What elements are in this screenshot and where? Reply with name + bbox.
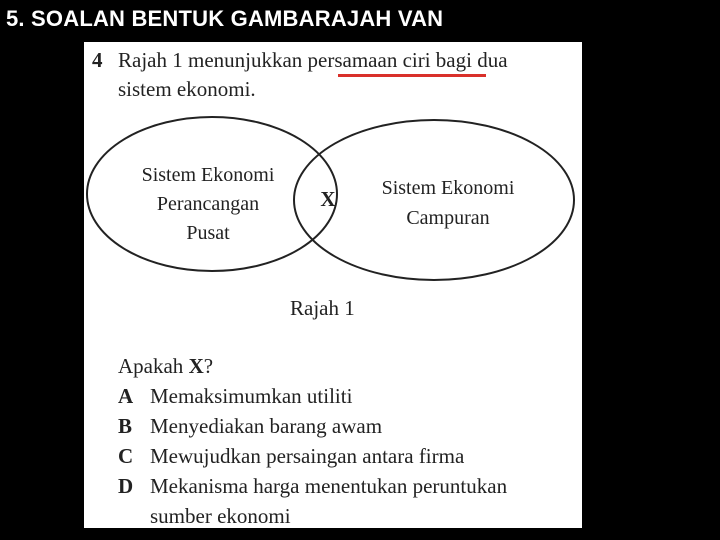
option-text: Memaksimumkan utiliti — [150, 384, 353, 408]
figure-caption: Rajah 1 — [290, 296, 355, 320]
question-number: 4 — [92, 48, 103, 72]
option-letter: B — [118, 414, 133, 438]
option-text: Menyediakan barang awam — [150, 414, 383, 438]
option-text: Mekanisma harga menentukan peruntukan — [150, 474, 508, 498]
question-prompt: Apakah X? — [118, 354, 214, 378]
option-letter: A — [118, 384, 134, 408]
question-text-line1: Rajah 1 menunjukkan persamaan ciri bagi dua — [118, 48, 508, 72]
red-underline — [338, 74, 486, 77]
option-d-continuation: sumber ekonomi — [150, 504, 291, 528]
option-a[interactable] — [118, 384, 352, 409]
option-text: Mewujudkan persaingan antara firma — [150, 444, 465, 468]
option-letter: C — [118, 444, 134, 468]
venn-right-label-line1: Sistem Ekonomi — [381, 177, 515, 199]
venn-left-label-line2: Perancangan — [156, 193, 260, 215]
option-c[interactable] — [118, 444, 464, 469]
venn-left-label-line1: Sistem Ekonomi — [141, 164, 275, 186]
venn-center-label: X — [320, 187, 336, 211]
option-letter: D — [118, 474, 134, 498]
option-b[interactable] — [118, 414, 382, 439]
question-paper — [84, 42, 582, 528]
venn-left-label-line3: Pusat — [186, 222, 230, 244]
question-text-line2: sistem ekonomi. — [118, 77, 256, 101]
venn-diagram — [84, 112, 582, 302]
venn-right-label-line2: Campuran — [406, 207, 490, 229]
slide-title: 5. SOALAN BENTUK GAMBARAJAH VAN — [6, 6, 444, 31]
option-d[interactable] — [118, 474, 507, 499]
